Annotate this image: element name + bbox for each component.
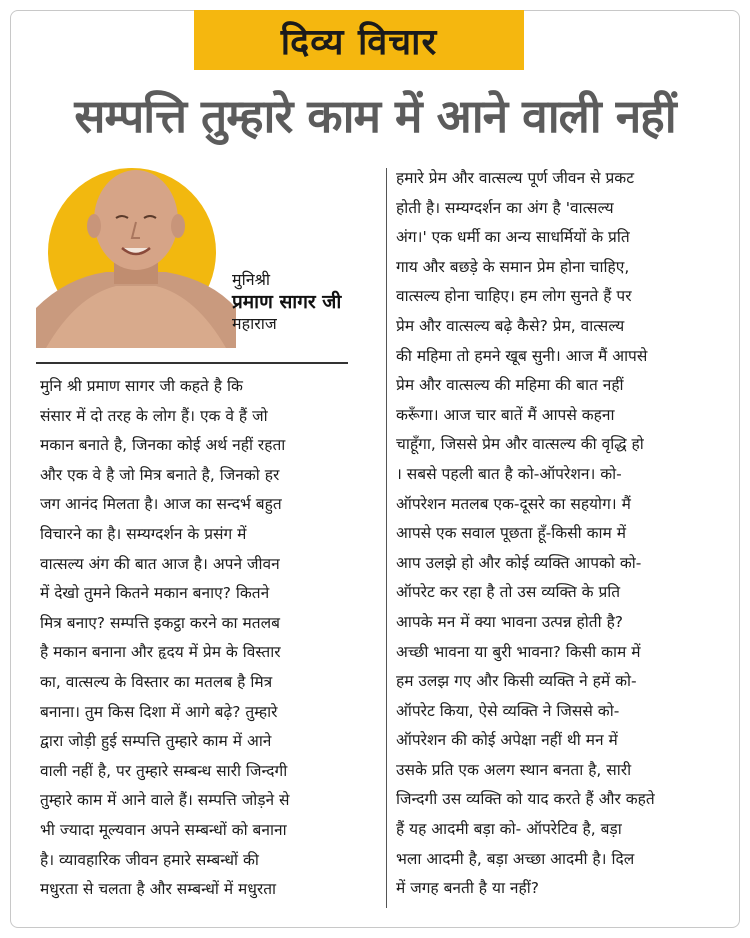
byline-divider <box>36 362 348 364</box>
body-text-line: आप उलझे हो और कोई व्यक्ति आपको को- <box>396 553 642 572</box>
body-text-line: गाय और बछड़े के समान प्रेम होना चाहिए, <box>396 257 630 276</box>
body-text-line: मकान बनाते है, जिनका कोई अर्थ नहीं रहता <box>40 436 286 455</box>
body-text-line: ऑपरेशन मतलब एक-दूसरे का सहयोग। मैं <box>396 494 631 513</box>
body-text-line: द्वारा जोड़ी हुई सम्पत्ति तुम्हारे काम में आने <box>40 732 272 751</box>
body-text-line: का, वात्सल्य के विस्तार का मतलब है मित्र <box>40 672 273 691</box>
body-text-line: । सबसे पहली बात है को-ऑपरेशन। को- <box>396 464 622 483</box>
author-portrait-block <box>36 168 366 360</box>
article-headline: सम्पत्ति तुम्हारे काम में आने वाली नहीं <box>74 89 676 143</box>
section-title: दिव्य विचार <box>280 21 438 63</box>
body-text-line: में जगह बनती है या नहीं? <box>396 879 539 898</box>
body-text-line: भला आदमी है, बड़ा अच्छा आदमी है। दिल <box>396 849 635 868</box>
body-text-line: बनाना। तुम किस दिशा में आगे बढ़े? तुम्हारे <box>40 702 278 721</box>
author-photo <box>36 168 236 348</box>
body-text-line: जग आनंद मिलता है। आज का सन्दर्भ बहुत <box>40 495 282 514</box>
body-text-line: चाहूँगा, जिससे प्रेम और वात्सल्य की वृद्धि हो <box>396 435 644 454</box>
body-text-line: अंग।' एक धर्मी का अन्य साधर्मियों के प्रति <box>396 228 630 247</box>
body-text-line: करूँगा। आज चार बातें मैं आपसे कहना <box>396 405 615 424</box>
column-divider <box>386 168 387 908</box>
article-column-right <box>396 164 718 904</box>
body-text-line: हमारे प्रेम और वात्सल्य पूर्ण जीवन से प्रकट <box>396 169 635 187</box>
body-text-line: में देखो तुमने कितने मकान बनाए? कितने <box>40 584 270 603</box>
section-banner <box>194 10 524 70</box>
body-text-line: विचारने का है। सम्यग्दर्शन के प्रसंग में <box>40 524 247 543</box>
body-text-line: होती है। सम्यग्दर्शन का अंग है 'वात्सल्य <box>396 198 614 217</box>
body-text-line: वात्सल्य अंग की बात आज है। अपने जीवन <box>40 554 280 573</box>
body-text-line: वाली नहीं है, पर तुम्हारे सम्बन्ध सारी जिन्दगी <box>40 761 288 780</box>
author-suffix: महाराज <box>232 314 277 333</box>
body-text-line: जिन्दगी उस व्यक्ति को याद करते हैं और कहते <box>396 790 655 809</box>
body-text-line: है। व्यावहारिक जीवन हमारे सम्बन्धों की <box>40 850 259 869</box>
body-text-line: मुनि श्री प्रमाण सागर जी कहते है कि <box>40 377 243 395</box>
body-text-line: भी ज्यादा मूल्यवान अपने सम्बन्धों को बनाना <box>40 820 287 839</box>
author-prefix: मुनिश्री <box>232 270 271 289</box>
body-text-line: ऑपरेट किया, ऐसे व्यक्ति ने जिससे को- <box>396 701 620 720</box>
body-text-line: तुम्हारे काम में आने वाले हैं। सम्पत्ति जोड़ने से <box>40 791 290 810</box>
body-text-line: की महिमा तो हमने खूब सुनी। आज मैं आपसे <box>396 346 648 365</box>
body-text-line: मधुरता से चलता है और सम्बन्धों में मधुरता <box>40 880 277 899</box>
body-text-line: आपके मन में क्या भावना उत्पन्न होती है? <box>396 612 624 631</box>
body-text-line: ऑपरेशन की कोई अपेक्षा नहीं थी मन में <box>396 731 618 750</box>
body-text-line: है मकान बनाना और हृदय में प्रेम के विस्तार <box>40 643 281 662</box>
author-byline <box>232 270 341 334</box>
body-text-line: और एक वे है जो मित्र बनाते है, जिनको हर <box>40 465 280 484</box>
body-text-line: हम उलझ गए और किसी व्यक्ति ने हमें को- <box>396 672 637 691</box>
body-text-line: आपसे एक सवाल पूछता हूँ-किसी काम में <box>396 524 626 543</box>
body-text-line: प्रेम और वात्सल्य की महिमा की बात नहीं <box>396 376 624 395</box>
body-text-line: मित्र बनाए? सम्पत्ति इकट्ठा करने का मतलब <box>40 613 280 632</box>
body-text-line: संसार में दो तरह के लोग हैं। एक वे हैं जो <box>40 406 268 425</box>
body-text-line: प्रेम और वात्सल्य बढ़े कैसे? प्रेम, वात्सल्य <box>396 316 625 335</box>
body-text-line: उसके प्रति एक अलग स्थान बनता है, सारी <box>396 760 632 779</box>
body-text-line: हैं यह आदमी बड़ा को- ऑपरेटिव है, बड़ा <box>396 820 622 839</box>
body-text-line: अच्छी भावना या बुरी भावना? किसी काम में <box>396 642 641 661</box>
body-text-line: ऑपरेट कर रहा है तो उस व्यक्ति के प्रति <box>396 583 621 602</box>
article-column-left <box>40 372 356 905</box>
body-text-line: वात्सल्य होना चाहिए। हम लोग सुनते हैं पर <box>396 287 632 306</box>
author-name: प्रमाण सागर जी <box>232 291 342 313</box>
